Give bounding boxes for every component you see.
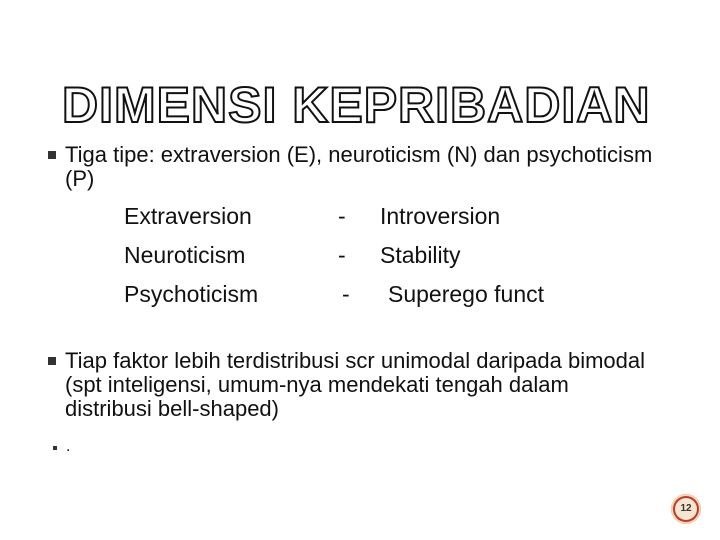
- square-bullet-icon: [48, 357, 56, 365]
- bullet-item-types: [48, 143, 668, 191]
- pair-dash: -: [338, 242, 346, 268]
- bullet-item-distribution: [48, 349, 648, 421]
- pair-left: Extraversion: [124, 203, 252, 229]
- pair-left: Psychoticism: [124, 281, 259, 307]
- pair-dash: -: [338, 203, 346, 229]
- pair-left: Neuroticism: [124, 242, 246, 268]
- square-bullet-icon: [48, 151, 56, 159]
- bullet-text: Tiap faktor lebih terdistribusi scr unimodal daripada bimodal (spt inteligensi, umum-nya mendekati tengah dalam distribusi bell-shaped): [65, 348, 646, 421]
- slide-title: DIMENSI KEPRIBADIAN: [62, 77, 651, 133]
- pair-right: Introversion: [380, 203, 501, 229]
- bullet-text: Tiga tipe: extraversion (E), neuroticism (N) dan psychoticism (P): [65, 142, 653, 191]
- page-number-badge: [671, 494, 701, 524]
- square-bullet-icon: [53, 446, 57, 450]
- pair-dash: -: [342, 281, 350, 307]
- page-number: 12: [675, 498, 697, 520]
- trailing-period: .: [66, 438, 71, 455]
- pair-right: Superego funct: [388, 281, 545, 307]
- pair-right: Stability: [380, 242, 461, 268]
